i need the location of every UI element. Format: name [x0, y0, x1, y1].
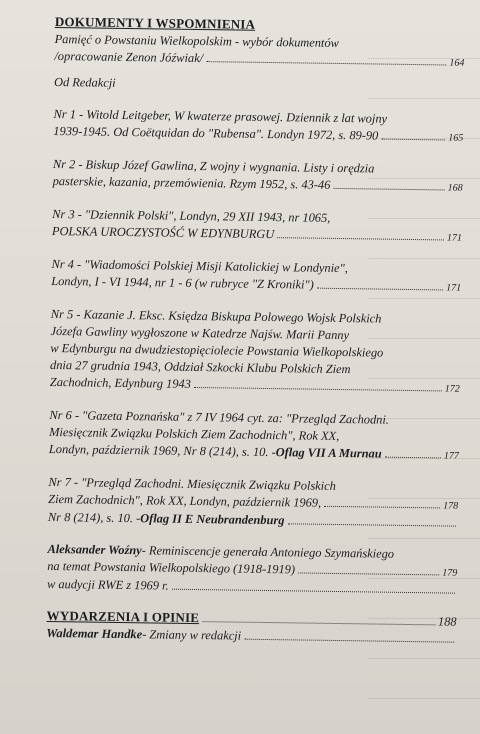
page-number: 188 — [437, 614, 457, 629]
page-number: 165 — [448, 132, 464, 144]
toc-entry — [54, 31, 464, 72]
entry-text: Pamięć o Powstaniu Wielkopolskim - wybór dokumentów — [54, 31, 339, 50]
leader-dots — [244, 639, 454, 643]
entry-bold-text: Oflag II E Neubrandenburg — [140, 511, 285, 528]
leader-dots — [172, 589, 455, 594]
entry-text: Od Redakcji — [53, 74, 116, 90]
entry-text: Nr 4 - "Wiadomości Polskiej Misji Katolickiej w Londynie", — [51, 256, 348, 276]
entry-text: Nr 6 - "Gazeta Poznańska" z 7 IV 1964 cyt. za: "Przegląd Zachodni. — [49, 407, 390, 427]
entry-text: POLSKA UROCZYSTOŚĆ W EDYNBURGU — [51, 223, 275, 242]
entry-text: Józefa Gawliny wygłoszone w Katedrze Najśw. Marii Panny — [50, 323, 350, 343]
entry-text: Nr 1 - Witold Leitgeber, W kwaterze prasowej. Dziennik z lat wojny — [53, 106, 388, 126]
page-number: 178 — [443, 500, 459, 512]
entry-text: Nr 5 - Kazanie J. Eksc. Księdza Biskupa Polowego Wojsk Polskich — [50, 306, 382, 326]
leader-dots — [202, 621, 436, 625]
entry-text: Nr 8 (214), s. 10. - — [47, 509, 141, 526]
leader-dots — [385, 457, 441, 459]
leader-dots — [324, 506, 440, 509]
section-heading: WYDARZENIA I OPINIE — [46, 607, 200, 626]
toc-entry — [50, 306, 461, 398]
entry-text: dnia 27 grudnia 1943, Oddział Szkocki Klubu Polskich Ziem — [50, 357, 351, 377]
entry-text: Zachodnich, Edynburg 1943 — [49, 374, 191, 391]
leader-dots — [333, 188, 444, 191]
entry-text: Londyn, październik 1969, Nr 8 (214), s. 10. - — [48, 441, 276, 460]
leader-dots — [317, 288, 443, 291]
entry-text: pasterskie, kazania, przemówienia. Rzym 1952, s. 43-46 — [52, 173, 331, 192]
entry-text: w Edynburgu na dwudziestopięciolecie Powstania Wielkopolskiego — [50, 340, 384, 360]
toc-entry — [51, 256, 461, 297]
leader-dots — [277, 237, 444, 240]
entry-text: - Zmiany w redakcji — [142, 627, 242, 643]
page-number: 172 — [444, 383, 460, 395]
toc-entry — [49, 407, 460, 465]
toc-entry — [53, 156, 463, 197]
page-number: 168 — [447, 182, 463, 194]
toc-entry — [52, 206, 462, 247]
entry-text: na temat Powstania Wielkopolskiego (1918-1919) — [47, 558, 296, 577]
leader-dots — [298, 572, 439, 575]
page-number: 164 — [449, 57, 465, 69]
entry-text: 1939-1945. Od Coëtquidan do "Rubensa". Londyn 1972, s. 89-90 — [53, 123, 379, 143]
section-heading: DOKUMENTY I WSPOMNIENIA — [54, 14, 256, 32]
toc-entry — [48, 474, 459, 532]
leader-dots — [381, 139, 445, 141]
page-number: 177 — [443, 450, 459, 462]
leader-dots — [206, 61, 446, 65]
page-number: 171 — [446, 232, 462, 244]
entry-text: Ziem Zachodnich", Rok XX, Londyn, październik 1969, — [48, 491, 322, 510]
page-number: 171 — [446, 282, 462, 294]
toc-entry — [47, 541, 458, 599]
entry-text: w audycji RWE z 1969 r. — [46, 576, 169, 593]
page-number: 179 — [442, 567, 458, 579]
leader-dots — [194, 387, 442, 391]
toc-entry — [53, 106, 463, 147]
leader-dots — [287, 523, 455, 526]
entry-text: Nr 2 - Biskup Józef Gawlina, Z wojny i wygnania. Listy i orędzia — [52, 156, 375, 176]
entry-text: Nr 3 - "Dziennik Polski", Londyn, 29 XII 1943, nr 1065, — [52, 206, 331, 225]
entry-bold-text: Oflag VII A Murnau — [275, 445, 382, 461]
entry-text: /opracowanie Zenon Jóźwiak/ — [54, 48, 204, 66]
entry-text: Nr 7 - "Przegląd Zachodni. Miesięcznik Związku Polskich — [48, 474, 336, 493]
entry-author: Aleksander Woźny — [47, 541, 142, 558]
entry-text: - Reminiscencje generała Antoniego Szymańskiego — [141, 543, 395, 561]
entry-text: Miesięcznik Związku Polskich Ziem Zachodnich", Rok XX, — [49, 424, 340, 444]
entry-text: Londyn, I - VI 1944, nr 1 - 6 (w rubryce "Z Kroniki") — [51, 273, 314, 292]
entry-author: Waldemar Handke — [46, 625, 143, 642]
table-of-contents — [46, 14, 465, 648]
